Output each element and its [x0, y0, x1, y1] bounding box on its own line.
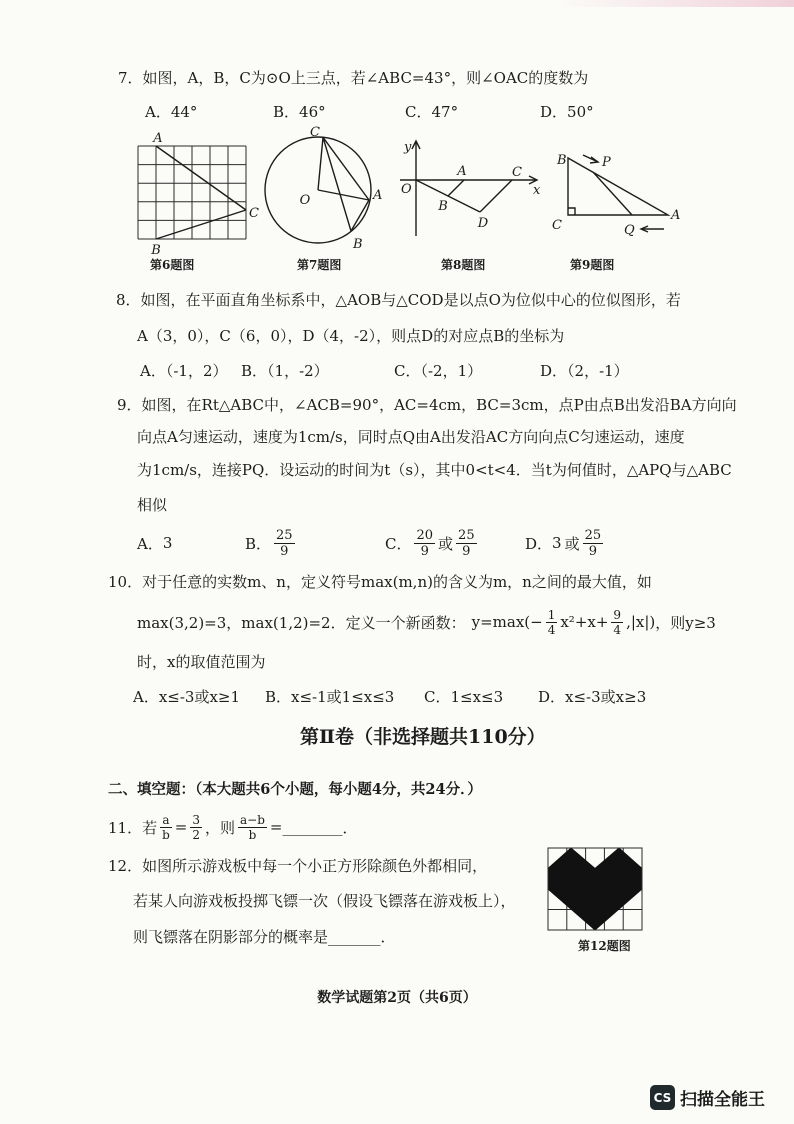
- label-d: D: [477, 216, 489, 231]
- q12-stem-line-3: 则飞镖落在阴影部分的概率是_______．: [133, 928, 396, 946]
- numerator: 20: [416, 527, 434, 543]
- denominator: 2: [192, 827, 200, 842]
- numerator: a−b: [240, 812, 265, 827]
- segment-ac: [156, 146, 246, 210]
- fraction: [274, 528, 295, 559]
- label-a: A: [153, 131, 163, 146]
- numerator: 25: [584, 527, 602, 543]
- label-b: B: [353, 237, 363, 252]
- label-q: Q: [624, 223, 635, 238]
- numerator: 3: [192, 812, 200, 827]
- option-label: A．: [137, 534, 163, 553]
- q7-stem: 7．如图，A，B，C为⊙O上三点，若∠ABC=43°，则∠OAC的度数为: [118, 69, 589, 87]
- q10-option-a: A．x≤-3或x≥1: [133, 688, 241, 706]
- q9-stem-line-1: 9．如图，在Rt△ABC中，∠ACB=90°，AC=4cm，BC=3cm，点P由点B出发沿BA方向向: [117, 396, 737, 414]
- label-c: C: [310, 125, 320, 140]
- q11-prefix: 11．若: [108, 818, 158, 837]
- heart-shaded-region: [548, 848, 642, 930]
- q8-option-b: B．（1，-2）: [241, 362, 329, 380]
- right-angle-mark: [568, 208, 575, 215]
- camscanner-logo-icon: CS: [650, 1085, 675, 1110]
- q10-stem-line-2: [137, 604, 716, 640]
- denominator: 9: [588, 543, 597, 559]
- denominator: 4: [613, 622, 622, 637]
- q10-option-b: B．x≤-1或1≤x≤3: [265, 688, 395, 706]
- figure-12-game-board: [545, 845, 645, 933]
- q9-option-a: [137, 525, 172, 561]
- label-b: B: [557, 153, 567, 168]
- label-c: C: [249, 206, 259, 221]
- denominator: 9: [462, 543, 471, 559]
- label-b: B: [438, 199, 448, 214]
- line-text: ，则y≥3: [655, 613, 716, 632]
- q9-option-d: [525, 525, 606, 561]
- q7-option-a: A．44°: [145, 103, 198, 121]
- q9-option-c: [385, 525, 480, 561]
- option-value: 3: [162, 534, 173, 552]
- denominator: 9: [420, 543, 429, 559]
- fraction: [160, 813, 172, 842]
- option-label: C．: [385, 534, 412, 553]
- fraction: [414, 528, 435, 559]
- q12-stem-line-2: 若某人向游戏板投掷飞镖一次（假设飞镖落在游戏板上），: [133, 892, 516, 910]
- numerator: 25: [458, 527, 475, 543]
- label-c: C: [512, 165, 522, 180]
- q10-option-c: C．1≤x≤3: [424, 688, 504, 706]
- page-footer: 数学试题第2页（共6页）: [317, 990, 477, 1006]
- figure-6-grid: [128, 128, 262, 260]
- fraction: [611, 608, 623, 637]
- numerator: 9: [613, 607, 622, 622]
- q9-option-b: [245, 525, 298, 561]
- scanner-app-name: 扫描全能王: [680, 1090, 765, 1110]
- fraction: [456, 528, 477, 559]
- figure-7-circle: [258, 122, 388, 258]
- q11-end: ．: [342, 818, 358, 837]
- denominator: 9: [280, 543, 289, 559]
- section-title: 第Ⅱ卷（非选择题共110分）: [300, 726, 546, 748]
- denominator: 4: [547, 622, 556, 637]
- scanner-badge: [650, 1085, 765, 1110]
- fraction: [190, 813, 202, 842]
- formula-end: ,|x|): [626, 613, 656, 631]
- q10-option-d: D．x≤-3或x≥3: [538, 688, 647, 706]
- label-y: y: [404, 140, 412, 155]
- option-label: D．: [525, 534, 553, 553]
- or-word: 或: [438, 534, 454, 553]
- q9-stem-line-2: 向点A匀速运动，速度为1cm/s，同时点Q由A出发沿AC方向向点C匀速运动，速度: [137, 428, 685, 446]
- fraction: [546, 608, 558, 637]
- q8-option-d: D．（2，-1）: [540, 362, 629, 380]
- q8-option-a: A．（-1，2）: [140, 362, 228, 380]
- fraction: [238, 813, 267, 842]
- segment-pq: [593, 172, 632, 215]
- label-a: A: [373, 188, 383, 203]
- figure-8-caption: 第8题图: [441, 258, 486, 272]
- label-x: x: [533, 183, 541, 198]
- numerator: 1: [547, 607, 556, 622]
- denominator: b: [162, 827, 170, 842]
- q11: [108, 809, 358, 845]
- numerator: a: [162, 812, 170, 827]
- answer-blank: ________: [282, 818, 343, 836]
- q10-stem-line-1: 10．对于任意的实数m、n，定义符号max(m,n)的含义为m，n之间的最大值，如: [108, 573, 652, 591]
- label-b: B: [151, 243, 161, 258]
- q7-option-c: C．47°: [405, 103, 459, 121]
- label-a: A: [671, 208, 681, 223]
- line-text: max(3,2)=3，max(1,2)=2．定义一个新函数：: [137, 613, 466, 632]
- label-c: C: [552, 218, 562, 233]
- label-o: O: [401, 182, 412, 197]
- option-label: B．: [245, 534, 272, 553]
- equals: =: [269, 818, 283, 836]
- figure-7-caption: 第7题图: [297, 258, 342, 272]
- or-word: 或: [564, 534, 580, 553]
- scan-edge-tint: [560, 0, 794, 7]
- part-heading: 二、填空题：（本大题共6个小题，每小题4分，共24分．）: [108, 781, 482, 798]
- q9-stem-line-4: 相似: [137, 496, 168, 514]
- q9-stem-line-3: 为1cm/s，连接PQ．设运动的时间为t（s），其中0<t<4．当t为何值时，△APQ与△ABC: [137, 461, 732, 479]
- figure-8-coordinate-plane: [396, 132, 546, 238]
- formula-start: y=max(−: [471, 613, 543, 631]
- label-p: P: [602, 155, 611, 170]
- figure-12-caption: 第12题图: [578, 939, 631, 953]
- segment-bc: [156, 210, 246, 239]
- option-value: 3: [552, 534, 562, 552]
- equals: =: [174, 818, 188, 836]
- q7-option-d: D．50°: [540, 103, 594, 121]
- denominator: b: [248, 827, 257, 842]
- q10-stem-line-3: 时，x的取值范围为: [137, 653, 266, 671]
- figure-6-caption: 第6题图: [150, 258, 195, 272]
- fraction: [583, 528, 604, 559]
- figure-9-caption: 第9题图: [570, 258, 615, 272]
- q11-middle: ，则: [205, 818, 236, 837]
- q8-stem-line-1: 8．如图，在平面直角坐标系中，△AOB与△COD是以点O为位似中心的位似图形，若: [116, 291, 681, 309]
- numerator: 25: [276, 527, 293, 543]
- formula-middle: x²+x+: [560, 613, 609, 631]
- q8-option-c: C．（-2，1）: [394, 362, 483, 380]
- q7-option-b: B．46°: [273, 103, 326, 121]
- q8-stem-line-2: A（3，0），C（6，0），D（4，-2），则点D的对应点B的坐标为: [137, 327, 565, 345]
- q12-stem-line-1: 12．如图所示游戏板中每一个小正方形除颜色外都相同，: [108, 857, 488, 875]
- label-a: A: [457, 164, 467, 179]
- label-o: O: [299, 193, 311, 208]
- figure-9-right-triangle: [548, 145, 690, 240]
